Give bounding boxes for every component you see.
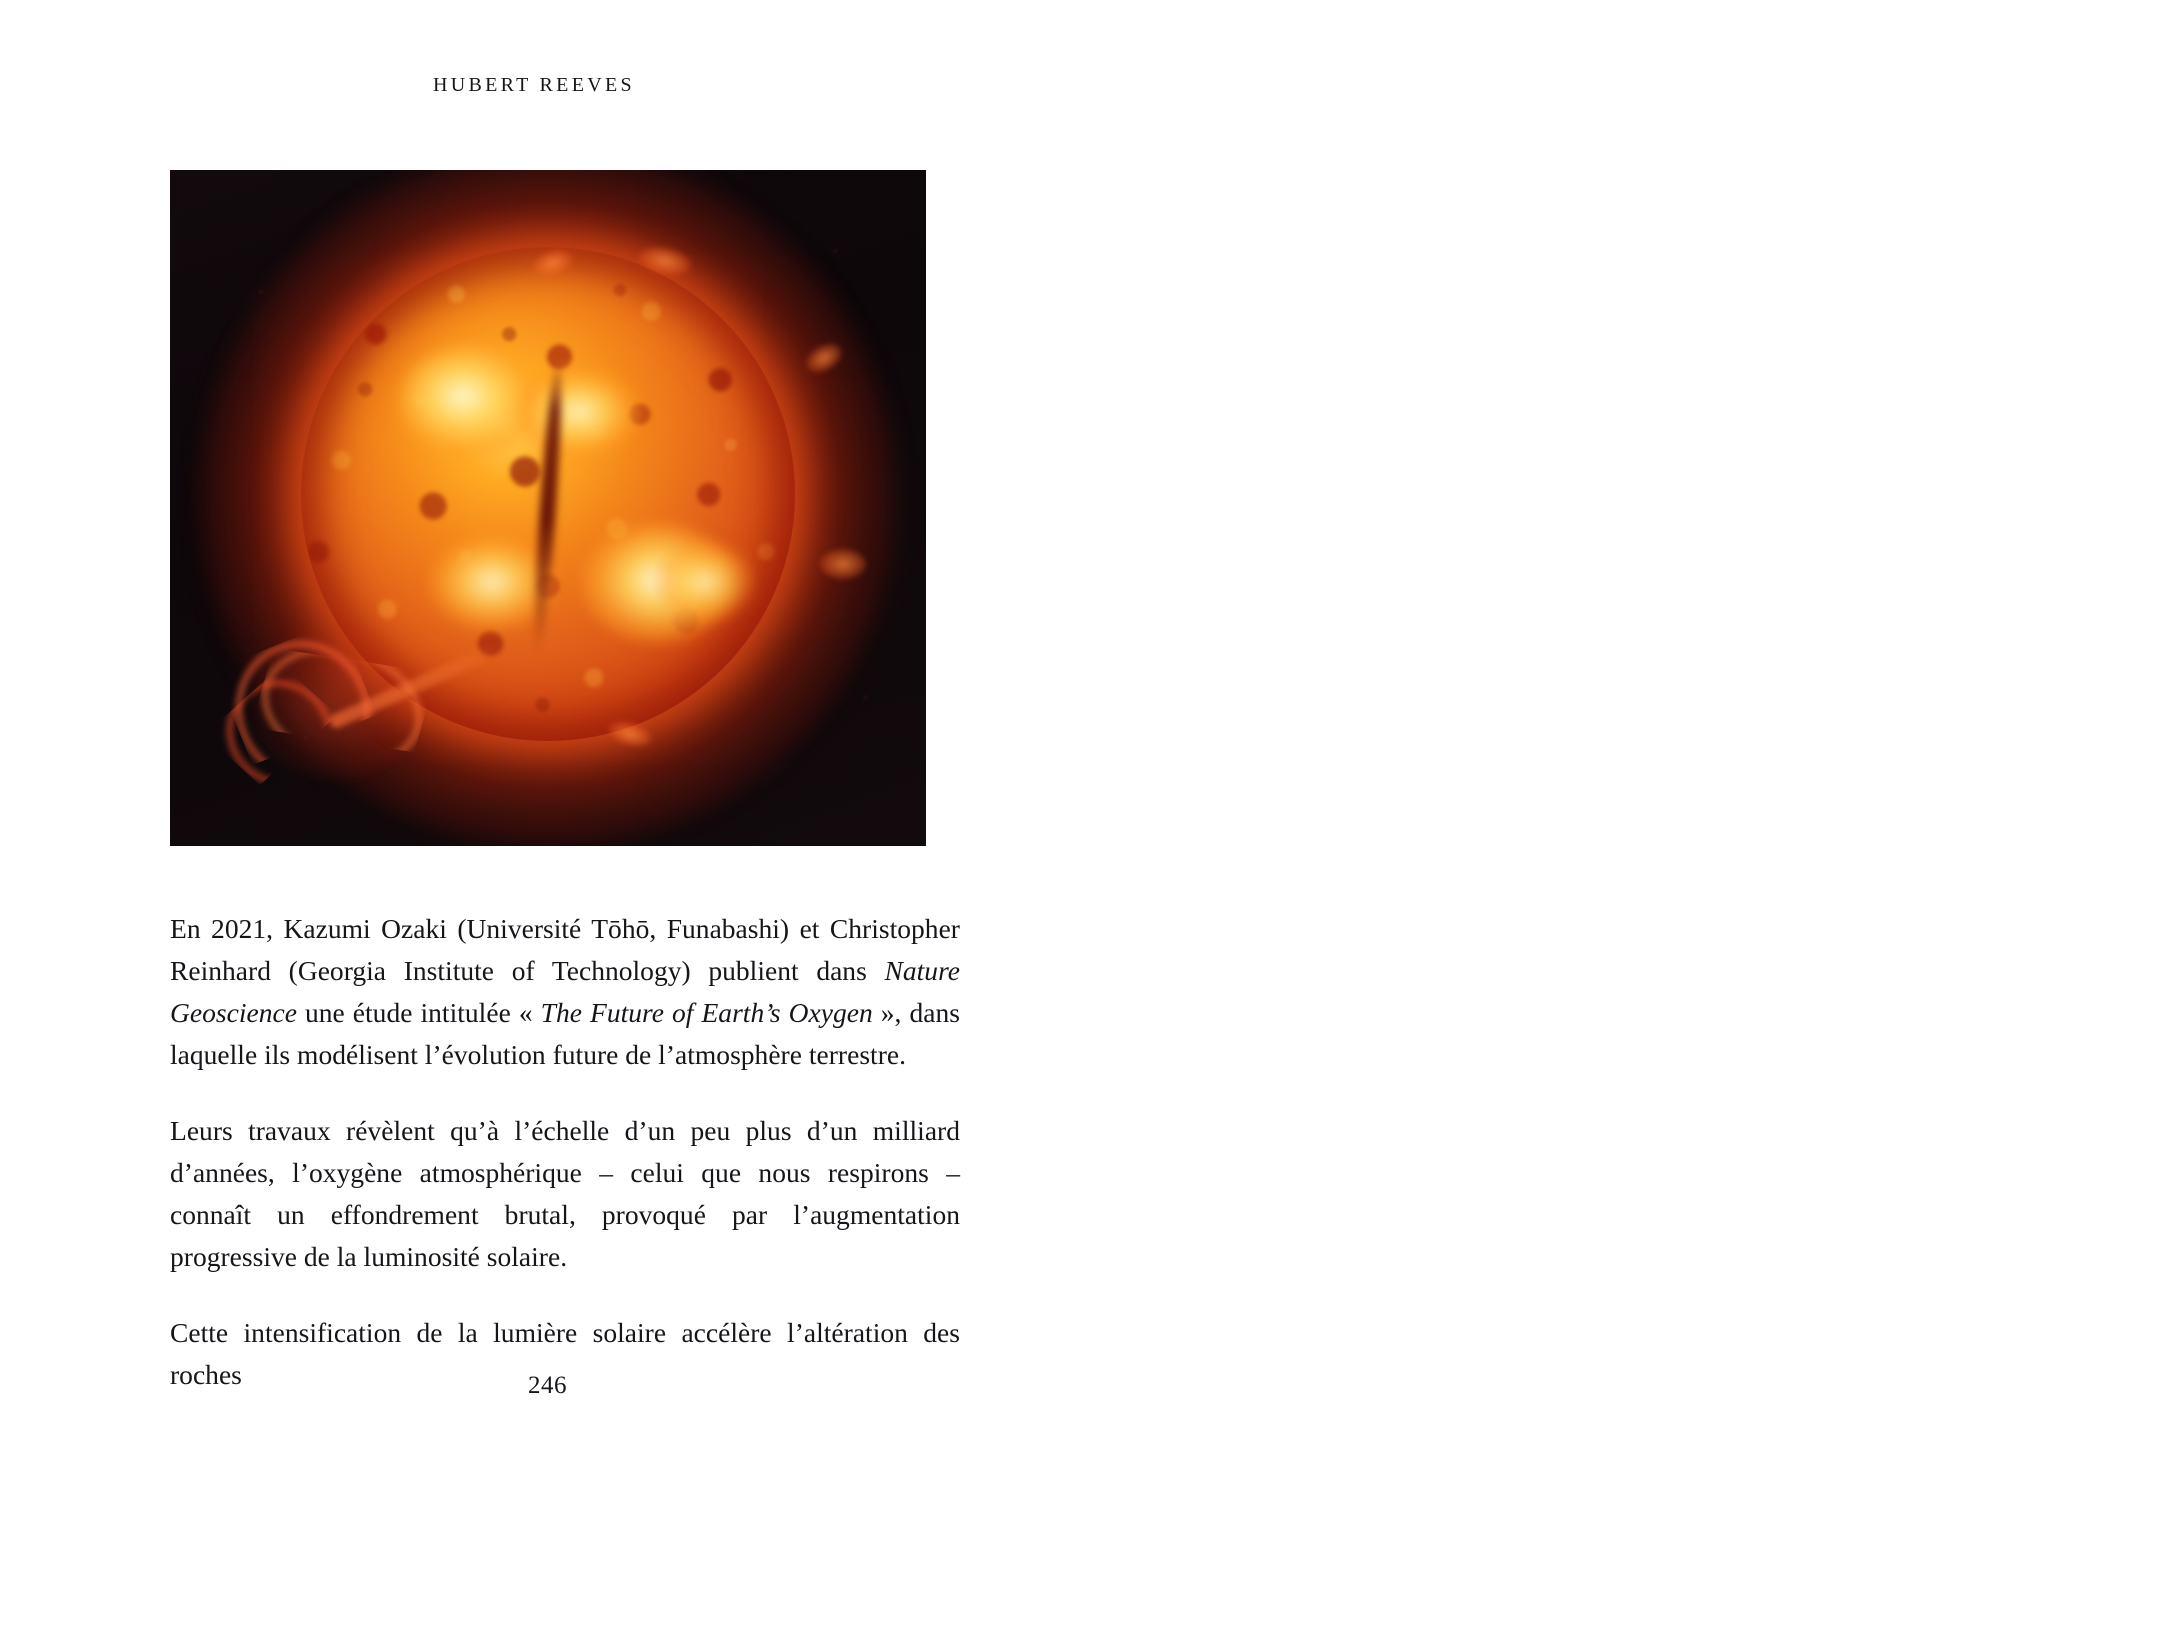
running-head-author: HUBERT REEVES (433, 74, 635, 97)
limb-prominence-icon (820, 549, 866, 579)
left-page (0, 0, 1091, 1500)
sun-photograph (170, 170, 926, 846)
text-run: Leurs travaux révèlent qu’à l’échelle d’un peu plus d’un milliard d’années, l’oxygène atmosphérique – celui que nous respirons – connaît un effondrement brutal, provoqué par l’augmentation progressive de la luminosité solaire. (170, 1115, 960, 1272)
text-run: Cette intensification de la lumière solaire accélère l’altération des roches (170, 1317, 960, 1390)
right-page (1091, 0, 2181, 1500)
paragraph-ozaki (170, 908, 960, 1076)
text-run: une étude intitulée « (297, 997, 541, 1028)
article-title: The Future of Earth’s Oxygen (541, 997, 873, 1028)
paragraph-travaux (170, 1110, 960, 1278)
page-number-left: 246 (528, 1372, 567, 1400)
text-run: En 2021, Kazumi Ozaki (Université Tōhō, Funabashi) et Christopher Reinhard (Georgia Institute of Technology) publient dans (170, 913, 960, 986)
text-run: », dans laquelle ils modélisent l’évolution future de l’atmosphère terrestre. (170, 997, 960, 1070)
solar-prominence-eruption (226, 588, 456, 788)
journal-title: Nature Geoscience (170, 955, 960, 1028)
left-text-column (170, 908, 960, 1396)
